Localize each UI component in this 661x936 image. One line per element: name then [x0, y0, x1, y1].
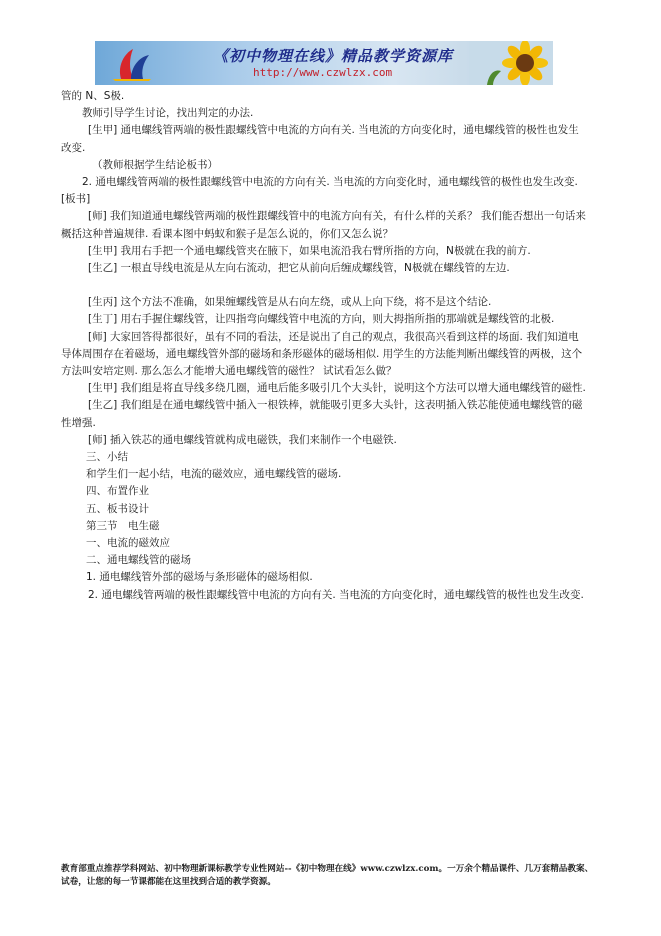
- text-line: [师] 大家回答得都很好，虽有不同的看法，还是说出了自己的观点，我很高兴看到这样的场面. 我们知道电导体周围存在着磁场，通电螺线管外部的磁场和条形磁体的磁场相似. 用学生的方法能判断出螺线管的两极，这个方法叫安培定则. 那么怎么才能增大通电螺线管的磁性？ 试试看怎么做？: [61, 330, 583, 378]
- text-line: [生甲] 我用右手把一个通电螺线管夹在腋下，如果电流沿我右臂所指的方向，N极就在我的前方.: [88, 244, 531, 257]
- banner-url[interactable]: http://www.czwlzx.com: [253, 66, 393, 79]
- text-line: [师] 我们知道通电螺线管两端的极性跟螺线管中的电流方向有关，有什么样的关系？ 我们能否想出一句话来概括这种普遍规律. 看课本图中蚂蚁和猴子是怎么说的，你们又怎么说？: [61, 210, 586, 240]
- document-body: [61, 88, 599, 604]
- text-line: [师] 插入铁芯的通电螺线管就构成电磁铁，我们来制作一个电磁铁.: [88, 433, 397, 446]
- text-line: [生乙] 一根直导线电流是从左向右流动，把它从前向后缠成螺线管，N极就在螺线管的左边.: [88, 262, 510, 275]
- text-line: 管的 N、S极.: [61, 90, 125, 102]
- text-line: [生甲] 我们组是将直导线多绕几圈，通电后能多吸引几个大头针，说明这个方法可以增大通电螺线管的磁性.: [88, 382, 586, 395]
- text-line: 和学生们一起小结，电流的磁效应，通电螺线管的磁场.: [86, 468, 342, 481]
- text-line: 2. 通电螺线管两端的极性跟螺线管中电流的方向有关. 当电流的方向变化时，通电螺线管的极性也发生改变. [板书]: [61, 176, 599, 206]
- text-line: （教师根据学生结论板书）: [92, 158, 218, 171]
- sunflower-icon: [469, 41, 553, 85]
- banner-title: 《初中物理在线》精品教学资源库: [213, 47, 454, 65]
- section-heading: 三、小结: [86, 451, 128, 464]
- text-line: [生丙] 这个方法不准确，如果缠螺线管是从右向左绕，或从上向下绕，将不是这个结论.: [88, 296, 492, 309]
- text-line: [生乙] 我们组是在通电螺线管中插入一根铁棒，就能吸引更多大头针，这表明插入铁芯能使通电螺线管的磁性增强.: [61, 399, 583, 429]
- site-logo-icon: [107, 45, 155, 83]
- text-line: [生甲] 通电螺线管两端的极性跟螺线管中电流的方向有关. 当电流的方向变化时，通电螺线管的极性也发生改变.: [61, 124, 579, 154]
- blank-line: [61, 277, 586, 294]
- page-footer: 教育部重点推荐学科网站、初中物理新课标教学专业性网站--《初中物理在线》www.czwlzx.com。一万余个精品课件、几万套精品教案、试卷，让您的每一节课都能在这里找到合适的教学资源。: [61, 864, 594, 887]
- text-line: 教师引导学生讨论，找出判定的办法.: [82, 107, 254, 120]
- text-line: 一、电流的磁效应: [86, 537, 170, 550]
- section-heading: 第三节 电生磁: [86, 519, 160, 532]
- text-line: 1. 通电螺线管外部的磁场与条形磁体的磁场相似.: [86, 571, 313, 584]
- text-line: 二、通电螺线管的磁场: [86, 554, 191, 567]
- section-heading: 五、板书设计: [86, 502, 149, 515]
- header-banner: [95, 41, 553, 85]
- text-line: 2. 通电螺线管两端的极性跟螺线管中电流的方向有关. 当电流的方向变化时，通电螺线管的极性也发生改变.: [88, 588, 584, 601]
- text-line: [生丁] 用右手握住螺线管，让四指弯向螺线管中电流的方向，则大拇指所指的那端就是螺线管的北极.: [88, 313, 555, 326]
- section-heading: 四、布置作业: [86, 485, 149, 498]
